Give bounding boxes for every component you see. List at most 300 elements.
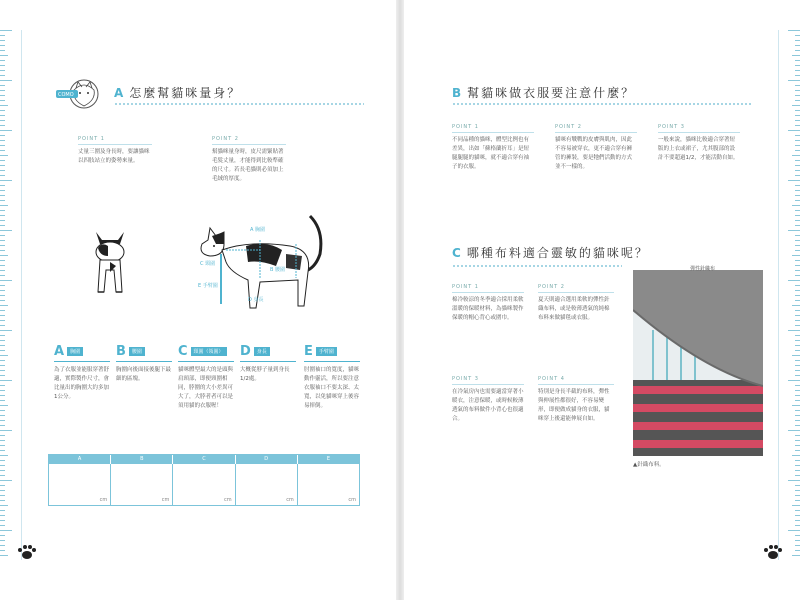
ruler-tick (0, 460, 5, 461)
ruler-tick (795, 245, 800, 246)
ruler-tick (795, 370, 800, 371)
measure-card-b (116, 344, 172, 384)
ruler-tick (0, 430, 12, 431)
ruler-tick (795, 70, 800, 71)
ruler-tick (792, 55, 800, 56)
ruler-tick (795, 120, 800, 121)
point-label: POINT 3 (658, 124, 740, 133)
ruler-tick (795, 50, 800, 51)
photo-caption: ▲針織布料。 (633, 462, 665, 468)
unit-label: cm (348, 497, 357, 503)
point-text: 不同品種的貓咪，體型比例也有差異，出如「蘇格蘭折耳」是短腿腿腿的貓咪，就不適合穿有袖子的衣服。 (452, 137, 530, 170)
ruler-tick (795, 315, 800, 316)
ruler-tick (0, 215, 5, 216)
ruler-tick (0, 55, 8, 56)
ruler-tick (795, 540, 800, 541)
ruler-tick (788, 30, 800, 31)
measure-card-c (178, 344, 234, 411)
measure-label-a: A 胸圍 (250, 227, 266, 233)
ruler-tick (0, 395, 5, 396)
ruler-tick (0, 540, 5, 541)
ruler-tick (795, 250, 800, 251)
ruler-tick (795, 460, 800, 461)
ruler-tick (795, 310, 800, 311)
ruler-tick (792, 455, 800, 456)
ruler-tick (0, 480, 12, 481)
cat-front-illustration (86, 226, 134, 310)
section-b-point-2 (555, 124, 637, 172)
table-cell (173, 464, 235, 505)
ruler-tick (795, 290, 800, 291)
ruler-tick (0, 315, 5, 316)
ruler-tick (0, 450, 5, 451)
ruler-tick (795, 550, 800, 551)
card-tag: 腰圍 (129, 347, 145, 356)
ruler-tick (0, 35, 5, 36)
right-ruler (778, 30, 800, 560)
paw-print-icon (762, 544, 784, 560)
section-a-title: 怎麼幫貓咪量身？ (129, 86, 242, 100)
ruler-tick (0, 105, 8, 106)
ruler-tick (0, 70, 5, 71)
ruler-tick (792, 555, 800, 556)
ruler-tick (0, 175, 5, 176)
page-gutter (396, 0, 404, 600)
fabric-photo (633, 270, 763, 456)
ruler-tick (795, 65, 800, 66)
ruler-tick (0, 130, 12, 131)
ruler-tick (795, 110, 800, 111)
ruler-tick (795, 335, 800, 336)
ruler-tick (795, 195, 800, 196)
section-a-divider (114, 102, 364, 106)
ruler-tick (0, 160, 5, 161)
ruler-tick (0, 435, 5, 436)
ruler-tick (0, 230, 12, 231)
measure-card-d (240, 344, 296, 384)
ruler-tick (795, 125, 800, 126)
card-letter: A (54, 344, 65, 359)
ruler-tick (795, 450, 800, 451)
ruler-tick (788, 430, 800, 431)
ruler-tick (0, 510, 5, 511)
ruler-tick (0, 165, 5, 166)
ruler-tick (0, 525, 5, 526)
ruler-tick (0, 260, 5, 261)
point-label: POINT 4 (538, 376, 614, 385)
ruler-tick (792, 105, 800, 106)
ruler-tick (0, 320, 5, 321)
table-cell (236, 464, 298, 505)
ruler-tick (795, 175, 800, 176)
ruler-tick (795, 85, 800, 86)
table-header (49, 455, 359, 464)
section-c-point-3 (452, 376, 524, 424)
cat-illustration-icon (54, 78, 102, 110)
ruler-tick (795, 415, 800, 416)
ruler-tick (0, 140, 5, 141)
ruler-tick (0, 365, 5, 366)
ruler-tick (0, 405, 8, 406)
ruler-tick (795, 470, 800, 471)
point-text: 丈量三圍及身長時，要讓貓咪以四肢站立的姿勢來量。 (78, 149, 150, 164)
ruler-tick (0, 330, 12, 331)
point-label: POINT 1 (78, 136, 152, 145)
measure-card-a (54, 344, 110, 402)
section-b-point-1 (452, 124, 534, 172)
ruler-tick (0, 495, 5, 496)
ruler-tick (0, 150, 5, 151)
ruler-tick (795, 485, 800, 486)
ruler-tick (795, 150, 800, 151)
point-text: 一般來說，貓咪比較適合穿著短版的上衣或裙子，尤其腹部的設計不要超過1/2，才能活動自如。 (658, 137, 739, 161)
ruler-tick (795, 145, 800, 146)
ruler-tick (0, 345, 5, 346)
ruler-tick (788, 330, 800, 331)
ruler-tick (792, 255, 800, 256)
table-header-cell: A (49, 455, 111, 464)
ruler-tick (0, 65, 5, 66)
section-a-point-1 (78, 136, 152, 166)
ruler-tick (0, 285, 5, 286)
ruler-tick (0, 195, 5, 196)
ruler-tick (795, 445, 800, 446)
ruler-tick (795, 140, 800, 141)
ruler-tick (795, 240, 800, 241)
card-text: 肘圍袖口的寬度，貓咪動作靈活，所以要注意衣服袖口不要太深、太寬，以免貓咪穿上後容易摔倒。 (304, 367, 360, 409)
ruler-tick (795, 35, 800, 36)
ruler-tick (0, 275, 5, 276)
ruler-tick (0, 85, 5, 86)
ruler-tick (0, 385, 5, 386)
ruler-tick (0, 340, 5, 341)
ruler-tick (788, 230, 800, 231)
ruler-tick (795, 545, 800, 546)
ruler-tick (0, 530, 12, 531)
ruler-tick (788, 380, 800, 381)
measure-label-e: E 手臂圍 (198, 283, 218, 289)
ruler-tick (795, 185, 800, 186)
point-label: POINT 2 (212, 136, 286, 145)
ruler-tick (0, 170, 5, 171)
ruler-tick (0, 205, 8, 206)
ruler-tick (0, 180, 12, 181)
ruler-tick (0, 420, 5, 421)
section-c-point-2 (538, 284, 614, 323)
ruler-tick (792, 155, 800, 156)
ruler-tick (795, 135, 800, 136)
measure-label-c: C 頸圍 (200, 261, 216, 267)
point-text: 在冷氣房內也需要適當穿著小暖衣，注意保暖，或時候較薄透氣的布料做件小背心也很適合。 (452, 389, 524, 422)
ruler-tick (0, 265, 5, 266)
ruler-tick (795, 440, 800, 441)
ruler-tick (0, 295, 5, 296)
ruler-tick (795, 385, 800, 386)
section-b-divider (452, 102, 752, 106)
table-row (49, 464, 359, 505)
card-tag: 胸圍 (67, 347, 83, 356)
ruler-tick (795, 295, 800, 296)
ruler-tick (795, 390, 800, 391)
ruler-tick (795, 60, 800, 61)
card-tag: 手臂圍 (316, 347, 337, 356)
ruler-tick (0, 210, 5, 211)
ruler-tick (0, 465, 5, 466)
ruler-tick (0, 425, 5, 426)
section-c-point-4 (538, 376, 614, 424)
table-cell (111, 464, 173, 505)
ruler-tick (795, 300, 800, 301)
ruler-tick (0, 30, 12, 31)
ruler-tick (0, 505, 8, 506)
ruler-tick (0, 455, 8, 456)
ruler-tick (795, 510, 800, 511)
unit-label: cm (223, 497, 232, 503)
ruler-tick (0, 270, 5, 271)
ruler-tick (795, 170, 800, 171)
ruler-tick (795, 465, 800, 466)
card-tag: 頸圍（領圍） (191, 347, 227, 356)
ruler-tick (0, 75, 5, 76)
ruler-tick (795, 200, 800, 201)
ruler-tick (795, 210, 800, 211)
ruler-tick (795, 490, 800, 491)
paw-print-icon (16, 544, 38, 560)
ruler-tick (0, 545, 5, 546)
section-c-heading (452, 244, 649, 261)
ruler-tick (0, 335, 5, 336)
ruler-tick (795, 265, 800, 266)
ruler-tick (795, 165, 800, 166)
ruler-tick (795, 350, 800, 351)
svg-text:COMO: COMO (58, 92, 74, 98)
unit-label: cm (286, 497, 294, 503)
ruler-tick (795, 535, 800, 536)
ruler-tick (0, 390, 5, 391)
ruler-tick (795, 270, 800, 271)
section-c-point-1 (452, 284, 524, 323)
ruler-tick (0, 225, 5, 226)
card-text: 貓咪體型最大的是頭與肩頸部，即便頸圍相同，脖圍的大小差異可大了，大脖者者可以是須用貓的衣服喔！ (178, 367, 234, 409)
ruler-tick (0, 470, 5, 471)
card-tag: 身長 (254, 347, 270, 356)
ruler-tick (795, 395, 800, 396)
ruler-tick (0, 310, 5, 311)
ruler-tick (0, 145, 5, 146)
ruler-tick (0, 40, 5, 41)
ruler-tick (0, 125, 5, 126)
ruler-tick (0, 80, 12, 81)
ruler-tick (795, 360, 800, 361)
ruler-tick (0, 155, 8, 156)
ruler-tick (0, 110, 5, 111)
ruler-tick (788, 80, 800, 81)
section-c-title: 哪種布料適合靈敏的貓咪呢？ (466, 246, 649, 260)
ruler-tick (795, 425, 800, 426)
ruler-tick (795, 500, 800, 501)
card-letter: B (116, 344, 126, 359)
ruler-tick (795, 100, 800, 101)
ruler-tick (795, 225, 800, 226)
table-header-cell: C (173, 455, 235, 464)
ruler-tick (0, 255, 8, 256)
ruler-tick (0, 415, 5, 416)
ruler-tick (0, 370, 5, 371)
ruler-tick (795, 475, 800, 476)
ruler-tick (0, 305, 8, 306)
ruler-tick (795, 220, 800, 221)
point-label: POINT 2 (538, 284, 614, 293)
ruler-tick (795, 320, 800, 321)
ruler-tick (0, 115, 5, 116)
ruler-tick (795, 45, 800, 46)
ruler-tick (795, 275, 800, 276)
section-a-letter: A (114, 85, 124, 100)
ruler-tick (0, 280, 12, 281)
ruler-tick (795, 260, 800, 261)
ruler-tick (0, 245, 5, 246)
ruler-tick (795, 525, 800, 526)
ruler-tick (0, 190, 5, 191)
ruler-tick (0, 375, 5, 376)
ruler-tick (795, 325, 800, 326)
ruler-tick (795, 75, 800, 76)
point-text: 棉冷較涼的冬季適合採用柔軟溫暖的保暖材料，為貓咪製作保暖的帽心背心或圍巾。 (452, 297, 524, 321)
card-letter: D (240, 344, 251, 359)
ruler-tick (795, 365, 800, 366)
measure-card-e (304, 344, 360, 411)
table-header-cell: E (326, 456, 330, 462)
ruler-tick (795, 160, 800, 161)
ruler-tick (795, 40, 800, 41)
unit-label: cm (161, 497, 170, 503)
ruler-tick (0, 500, 5, 501)
ruler-tick (792, 305, 800, 306)
ruler-tick (795, 235, 800, 236)
section-c-letter: C (452, 245, 461, 260)
point-label: POINT 1 (452, 284, 524, 293)
ruler-tick (795, 400, 800, 401)
ruler-tick (795, 215, 800, 216)
ruler-tick (795, 435, 800, 436)
ruler-tick (795, 115, 800, 116)
card-letter: E (304, 344, 313, 359)
ruler-tick (788, 280, 800, 281)
table-header-cell: B (111, 455, 173, 464)
ruler-tick (0, 440, 5, 441)
section-c-divider (452, 264, 622, 268)
left-ruler (0, 30, 22, 560)
ruler-tick (0, 290, 5, 291)
ruler-tick (0, 300, 5, 301)
point-text: 貓咪有戰戰的皮膚與肌肉，因此不容易被穿衣，更不適合穿有褲管的褲裝，要是牠們活動的方式並不一樣的。 (555, 137, 633, 170)
ruler-tick (0, 445, 5, 446)
ruler-tick (0, 410, 5, 411)
section-b-title: 幫貓咪做衣服要注意什麼？ (467, 86, 636, 100)
ruler-tick (0, 515, 5, 516)
ruler-tick (0, 350, 5, 351)
ruler-tick (795, 515, 800, 516)
photo-label: 彈性針織布 (690, 266, 716, 272)
ruler-tick (795, 340, 800, 341)
ruler-tick (0, 60, 5, 61)
ruler-tick (788, 180, 800, 181)
section-b-heading (452, 84, 635, 101)
ruler-tick (795, 285, 800, 286)
ruler-tick (0, 220, 5, 221)
ruler-tick (0, 490, 5, 491)
ruler-tick (795, 420, 800, 421)
ruler-tick (795, 95, 800, 96)
section-b-point-3 (658, 124, 740, 163)
ruler-tick (0, 400, 5, 401)
point-text: 幫貓咪量身時，皮尺需緊貼著毛髮丈量，才能得到比較準確的尺寸。若長毛貓則必須加上毛絨的厚度。 (212, 149, 284, 182)
ruler-tick (795, 495, 800, 496)
ruler-tick (795, 190, 800, 191)
ruler-tick (795, 90, 800, 91)
ruler-tick (0, 200, 5, 201)
ruler-tick (0, 360, 5, 361)
ruler-tick (0, 135, 5, 136)
point-label: POINT 3 (452, 376, 524, 385)
ruler-tick (788, 130, 800, 131)
ruler-tick (0, 50, 5, 51)
ruler-tick (0, 485, 5, 486)
table-cell (298, 464, 359, 505)
measure-label-b: B 腰圍 (270, 267, 286, 273)
section-a-heading (114, 84, 241, 101)
ruler-tick (792, 405, 800, 406)
ruler-tick (0, 45, 5, 46)
measure-label-d: D 身長 (248, 297, 264, 303)
ruler-tick (0, 535, 5, 536)
point-label: POINT 2 (555, 124, 637, 133)
table-cell (49, 464, 111, 505)
ruler-tick (795, 375, 800, 376)
point-text: 夏天則適合選用柔軟的彈性針織布料，或是較薄透氣的純棉布料來做貓毯或衣服。 (538, 297, 610, 321)
ruler-tick (795, 345, 800, 346)
ruler-tick (0, 555, 8, 556)
point-text: 特別是身長半截的布料，彈性與伸展性都很好，不容易變形，即便做成貓身的衣服，貓咪穿上後還能伸展自如。 (538, 389, 610, 422)
ruler-tick (788, 480, 800, 481)
card-text: 為了衣服並能服穿著舒適，實際製作尺寸，會比量出的胸圍大約多加1公分。 (54, 367, 110, 400)
ruler-tick (0, 240, 5, 241)
ruler-tick (0, 250, 5, 251)
ruler-tick (788, 530, 800, 531)
ruler-tick (0, 185, 5, 186)
card-letter: C (178, 344, 188, 359)
ruler-tick (792, 355, 800, 356)
section-a-point-2 (212, 136, 286, 184)
ruler-tick (0, 520, 5, 521)
ruler-tick (0, 100, 5, 101)
table-header-cell: D (236, 455, 298, 464)
ruler-tick (0, 95, 5, 96)
unit-label: cm (99, 497, 108, 503)
card-text: 胸圍向後面接後腿下最細的區塊。 (116, 367, 172, 382)
ruler-tick (792, 205, 800, 206)
ruler-tick (795, 410, 800, 411)
ruler-tick (0, 380, 12, 381)
point-label: POINT 1 (452, 124, 534, 133)
ruler-tick (0, 325, 5, 326)
card-text: 大概從脖子量到身長1/2處。 (240, 367, 290, 382)
section-b-letter: B (452, 85, 462, 100)
ruler-tick (795, 520, 800, 521)
ruler-tick (0, 235, 5, 236)
ruler-tick (0, 475, 5, 476)
ruler-tick (0, 550, 5, 551)
